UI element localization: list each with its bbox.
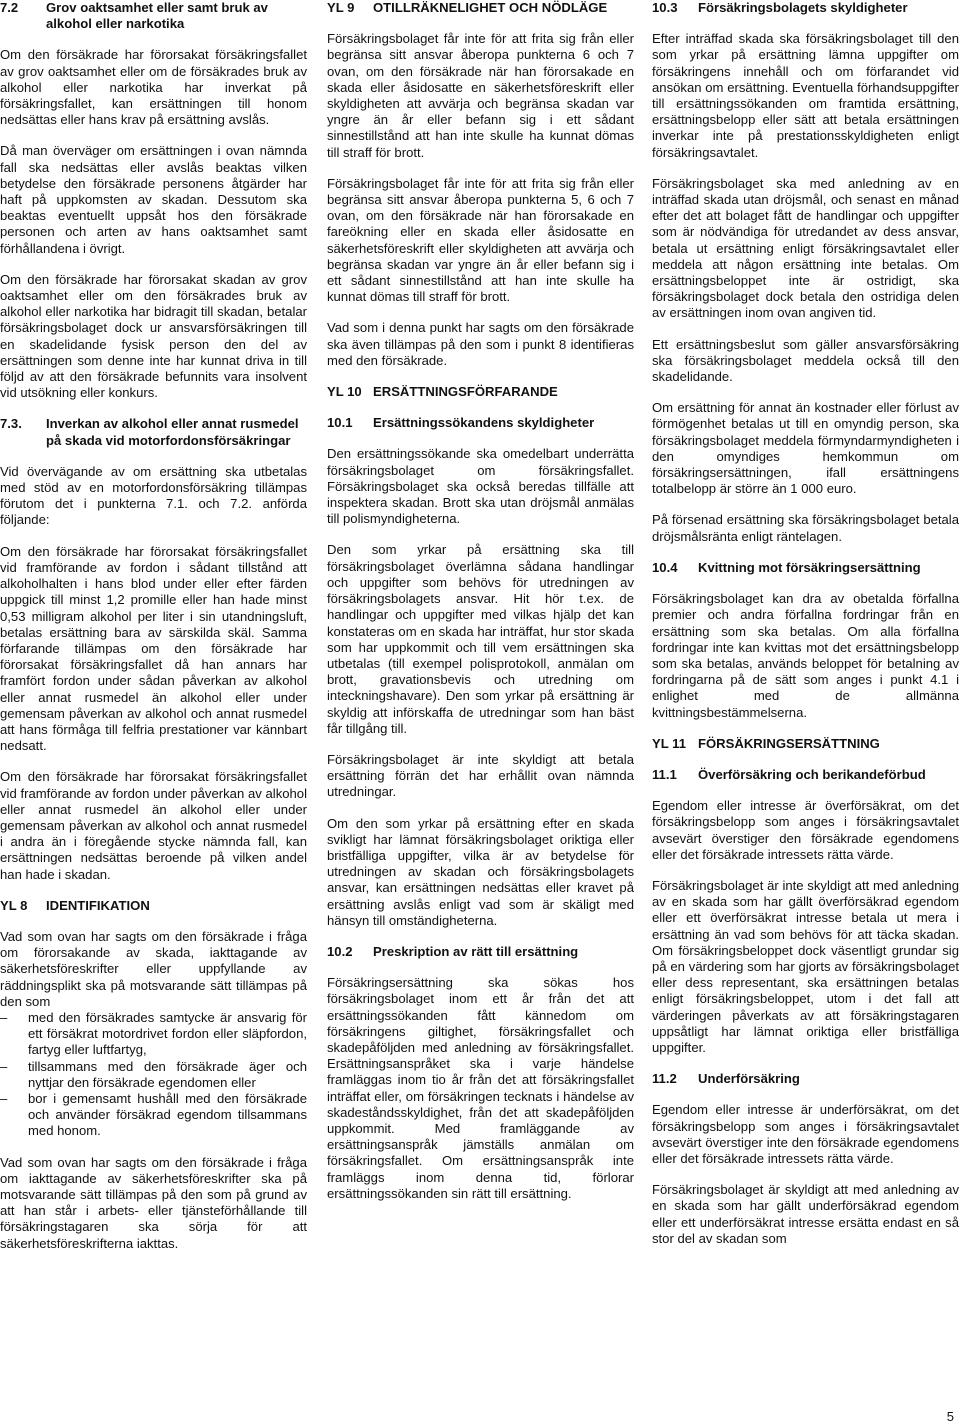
heading-yl-10 xyxy=(327,384,634,400)
heading-10-3 xyxy=(652,0,959,16)
heading-10-2 xyxy=(327,944,634,960)
heading-number: YL 10 xyxy=(327,384,362,400)
list-item: – bor i gemensamt hushåll med den försäkrade och använder försäkrad egendom tillsammans med honom. xyxy=(0,1091,307,1140)
paragraph: Om den försäkrade har förorsakat försäkringsfallet av grov oaktsamhet eller om de försäkrades bruk av alkohol eller narkotika har inverkat på försäkringsfallet, kan ersättningen till honom nedsättas eller hans krav på ersättning avslås. xyxy=(0,47,307,128)
paragraph: Då man överväger om ersättningen i ovan nämnda fall ska nedsättas eller avslås beaktas vilken betydelse den försäkrade personens åtgärder har haft på uppkomsten av skadan. Dessutom ska beaktas eventuellt uppsåt hos den försäkrade personen och arten av hans oaktsamhet samt förhållandena i övrigt. xyxy=(0,143,307,256)
paragraph: Den som yrkar på ersättning ska till försäkringsbolaget överlämna sådana handlingar och uppgifter som behövs för utredningen av försäkringsbolagets ansvar. Hit hör t.ex. de handlingar och uppgifter med vilkas hjälp det kan konstateras om en skada har inträffat, hur stor skada som har uppkommit och till vem ersättningen ska utbetalas (till exempel polisprotokoll, anmälan om brott, gravationsbevis och utredning om inteckningshavare). Den som yrkar på ersättning är skyldig att införskaffa de utredningar som han bäst får tillgång till. xyxy=(327,542,634,736)
paragraph: Vid övervägande av om ersättning ska utbetalas med stöd av en motorfordonsförsäkring tillämpas förutom det i punkterna 7.1. och 7.2. anförda följande: xyxy=(0,463,307,528)
heading-number: 11.2 xyxy=(652,1071,677,1087)
paragraph: Egendom eller intresse är underförsäkrat, om det försäkringsbelopp som anges i försäkringsavtalet avsevärt överstiger inte den försäkrade egendomens eller det försäkrade intressets rätta värde. xyxy=(652,1102,959,1166)
heading-title: Försäkringsbolagets skyldigheter xyxy=(698,0,908,15)
paragraph: Den ersättningssökande ska omedelbart underrätta försäkringsbolaget om försäkringsfallet. Försäkringsbolaget ska också beredas tillfälle att inspektera skadan. Brott ska utan dröjsmål anmälas till polismyndigheterna. xyxy=(327,446,634,527)
heading-title: Kvittning mot försäkringsersättning xyxy=(698,559,921,575)
column-3 xyxy=(652,0,959,1262)
heading-10-1 xyxy=(327,415,634,431)
heading-number: YL 9 xyxy=(327,0,355,15)
paragraph: Om den som yrkar på ersättning efter en skada svikligt har lämnat försäkringsbolaget oriktiga eller bristfälliga uppgifter, vilka är av betydelse för utredningen av skadan och försäkringsbolagets ansvar, kan ersättningen nedsättas eller kravet på ersättning avslås enligt vad som är skäligt med hänsyn till omständigheterna. xyxy=(327,815,634,928)
column-2 xyxy=(327,0,634,1217)
list-item: – med den försäkrades samtycke är ansvarig för ett försäkrat motordrivet fordon eller släpfordon, fartyg eller luftfartyg, xyxy=(0,1010,307,1059)
heading-11-1 xyxy=(652,767,959,783)
heading-title: Ersättningssökandens skyldigheter xyxy=(373,415,595,431)
heading-title: Underförsäkring xyxy=(698,1071,800,1087)
heading-number: 7.2 xyxy=(0,0,19,15)
heading-title: FÖRSÄKRINGSERSÄTTNING xyxy=(698,735,880,751)
heading-10-4 xyxy=(652,560,959,576)
paragraph: Försäkringsbolaget kan dra av obetalda förfallna premier och andra förfallna fordringar från en ersättning som ska betalas. Om alla förfallna fordringar inte kan kvittas mot det ersättningsbelopp som ska betalas, används beloppet för betalning av fordringarna på de sätt som anges i punkt 4.1 i enlighet med de allmänna kvittningsbestämmelserna. xyxy=(652,591,959,720)
heading-title: Grov oaktsamhet eller samt bruk av alkohol eller narkotika xyxy=(46,0,268,32)
paragraph: Försäkringsersättning ska sökas hos försäkringsbolaget inom ett år från det att ersättningssökanden fått kännedom om försäkringens giltighet, försäkringsfallet och skadepåföljden med anledning av försäkringsfallet. Ersättningsanspråket ska i varje händelse framläggas inom tio år från det att försäkringsfallet inträffat eller, om försäkringen tecknats i händelse av skadeståndsskyldighet, från det att skadepåföljden uppkommit. Med framläggande av ersättningsanspråk jämställs anmälan om försäkringsfallet. Om ersättningsanspråk inte framläggs inom denna tid, förlorar ersättningssökanden sin rätt till ersättning. xyxy=(327,975,634,1201)
paragraph: Försäkringsbolaget får inte för att frita sig från eller begränsa sitt ansvar åberopa punkterna 5, 6 och 7 ovan, om den försäkrade när han förorsakade en fareökning eller en skada eller åsidosatte en säkerhetsföreskrift eller skyldigheten att avvärja och begränsa skadan var yngre än år eller befann sig i ett sådant sinnestillstånd att han inte skulle ha kunnat dömas till straff för brott. xyxy=(327,175,634,305)
paragraph: Om den försäkrade har förorsakat försäkringsfallet vid framförande av fordon under påverkan av alkohol eller annat rusmedel än alkohol eller under gemensam påverkan av alkohol och annat rusmedel i andra än i föregående stycke nämnda fall, kan ersättningen nedsättas beroende på vilken andel han hade i skadan. xyxy=(0,769,307,882)
heading-title: OTILLRÄKNELIGHET OCH NÖDLÄGE xyxy=(373,0,608,15)
heading-number: 11.1 xyxy=(652,766,677,782)
heading-title: ERSÄTTNINGSFÖRFARANDE xyxy=(373,384,558,400)
paragraph: Om den försäkrade har förorsakat försäkringsfallet vid framförande av fordon i sådant tillstånd att alkoholhalten i hans blod under eller efter färden uppgick till minst 1,2 promille eller han hade minst 0,53 milligram alkohol per liter i sin utandningsluft, betalas ersättning bara av särskilda skäl. Samma förfarande tillämpas om den försäkrade har förorsakat försäkringsfallet då han annars har framfört fordon under sådan påverkan av alkohol eller annat rusmedel än alkohol eller under gemensam påverkan av alkohol och annat rusmedel att hans förmåga till felfria prestationer var kännbart nedsatt. xyxy=(0,543,307,754)
paragraph: Egendom eller intresse är överförsäkrat, om det försäkringsbelopp som anges i försäkringsavtalet avsevärt överstiger den försäkrade egendomens eller det försäkrade intressets rätta värde. xyxy=(652,798,959,862)
heading-yl-11 xyxy=(652,736,959,752)
list-item: – tillsammans med den försäkrade äger och nyttjar den försäkrade egendomen eller xyxy=(0,1059,307,1091)
paragraph: Försäkringsbolaget ska med anledning av en inträffad skada utan dröjsmål, och senast en månad efter det att bolaget fått de handlingar och uppgifter som är nödvändiga för utredandet av dess ansvar, betala ut ersättning enligt försäkringsavtalet eller meddela att någon ersättning inte betalas. Om ersättningsbeloppet inte är ostridigt, ska försäkringsbolaget dock betala den ostridiga delen av ersättningen inom ovan angiven tid. xyxy=(652,175,959,321)
heading-7-2 xyxy=(0,0,307,32)
heading-number: 7.3. xyxy=(0,416,22,432)
heading-yl-8 xyxy=(0,898,307,914)
heading-title: Inverkan av alkohol eller annat rusmedel på skada vid motorfordonsförsäkringar xyxy=(46,416,299,448)
heading-number: 10.3 xyxy=(652,0,678,15)
dash-list xyxy=(0,1010,307,1140)
column-1 xyxy=(0,0,307,1267)
paragraph: Ett ersättningsbeslut som gäller ansvarsförsäkring ska försäkringsbolaget meddela också till den skadelidande. xyxy=(652,336,959,385)
heading-11-2 xyxy=(652,1071,959,1087)
paragraph: Försäkringsbolaget är skyldigt att med anledning av en skada som har gällt underförsäkrad egendom eller ett underförsäkrat intresse ersätta endast en så stor del av skadan som xyxy=(652,1182,959,1246)
heading-number: YL 8 xyxy=(0,897,28,913)
paragraph: Om ersättning för annat än kostnader eller förlust av förmögenhet betalas ut till en omyndig person, ska försäkringsbolaget meddela förmyndarmyndigheten i den omyndiges hemkommun om försäkringsersättningen, ifall ersättningens totalbelopp är större än 1 000 euro. xyxy=(652,400,959,497)
paragraph: Vad som i denna punkt har sagts om den försäkrade ska även tillämpas på den som i punkt 8 identifieras med den försäkrade. xyxy=(327,320,634,368)
heading-number: YL 11 xyxy=(652,735,686,751)
heading-number: 10.1 xyxy=(327,415,353,431)
heading-number: 10.4 xyxy=(652,559,678,575)
heading-7-3 xyxy=(0,416,307,448)
paragraph: Försäkringsbolaget är inte skyldigt att med anledning av en skada som har gällt överförsäkrad egendom eller ett överförsäkrat intresse betala ut mera i ersättning än vad som behövs för att täcka skadan. Om försäkringsbeloppet dock väsentligt grundar sig på en värdering som har gjorts av försäkringsbolaget eller dess representant, ska ersättningen betalas enligt försäkringsbeloppet, utom i det fall att värderingen påverkats av att försäkringstagaren uppsåtligt har lämnat oriktiga eller bristfälliga uppgifter. xyxy=(652,877,959,1055)
paragraph: Försäkringsbolaget är inte skyldigt att betala ersättning förrän det har erhållit ovan nämnda utredningar. xyxy=(327,751,634,800)
heading-title: Preskription av rätt till ersättning xyxy=(373,943,579,959)
heading-title: Överförsäkring och berikandeförbud xyxy=(698,766,926,782)
heading-yl-9 xyxy=(327,0,634,16)
heading-number: 10.2 xyxy=(327,943,353,959)
heading-title: IDENTIFIKATION xyxy=(46,897,150,913)
page-number: 5 xyxy=(946,1409,954,1424)
paragraph: Vad som ovan har sagts om den försäkrade i fråga om iakttagande av säkerhetsföreskrifter ska på motsvarande sätt tillämpas på den som på grund av att han står i arbets- eller tjänsteförhållande till försäkringstagaren ska sörja för att säkerhetsföreskrifterna iakttas. xyxy=(0,1154,307,1251)
paragraph: Om den försäkrade har förorsakat skadan av grov oaktsamhet eller om den försäkrades bruk av alkohol eller narkotika har bidragit till skadan, betalar försäkringsbolaget dock ur ansvarsförsäkringen till en skadelidande fysisk person den del av ersättningen som denne inte har kunnat driva in till följd av att den försäkrade befunnits vara insolvent vid utsökning eller konkurs. xyxy=(0,271,307,401)
paragraph: Vad som ovan har sagts om den försäkrade i fråga om förorsakande av skada, iakttagande av säkerhetsföreskrifter eller uppfyllande av räddningsplikt ska på motsvarande sätt tillämpas på den som xyxy=(0,928,307,1009)
paragraph: På försenad ersättning ska försäkringsbolaget betala dröjsmålsränta enligt räntelagen. xyxy=(652,512,959,544)
paragraph: Efter inträffad skada ska försäkringsbolaget till den som yrkar på ersättning lämna uppgifter om försäkringens innehåll och om förfarandet vid ansökan om ersättning. Eventuella förhandsuppgifter till ersättningssökanden om framtida ersättning, ersättningsbelopp eller sätt att betala ersättningen inverkar inte på prestationsskyldigheten enligt försäkringsavtalet. xyxy=(652,31,959,160)
paragraph: Försäkringsbolaget får inte för att frita sig från eller begränsa sitt ansvar åberopa punkterna 6 och 7 ovan, om den försäkrade när han förorsakade en skada eller åsidosatte en säkerhetsföreskrift eller skyldigheten att avvärja och begränsa skadan var yngre än år eller befann sig i ett sådant sinnestillstånd att han inte skulle ha kunnat dömas till straff för brott. xyxy=(327,31,634,160)
